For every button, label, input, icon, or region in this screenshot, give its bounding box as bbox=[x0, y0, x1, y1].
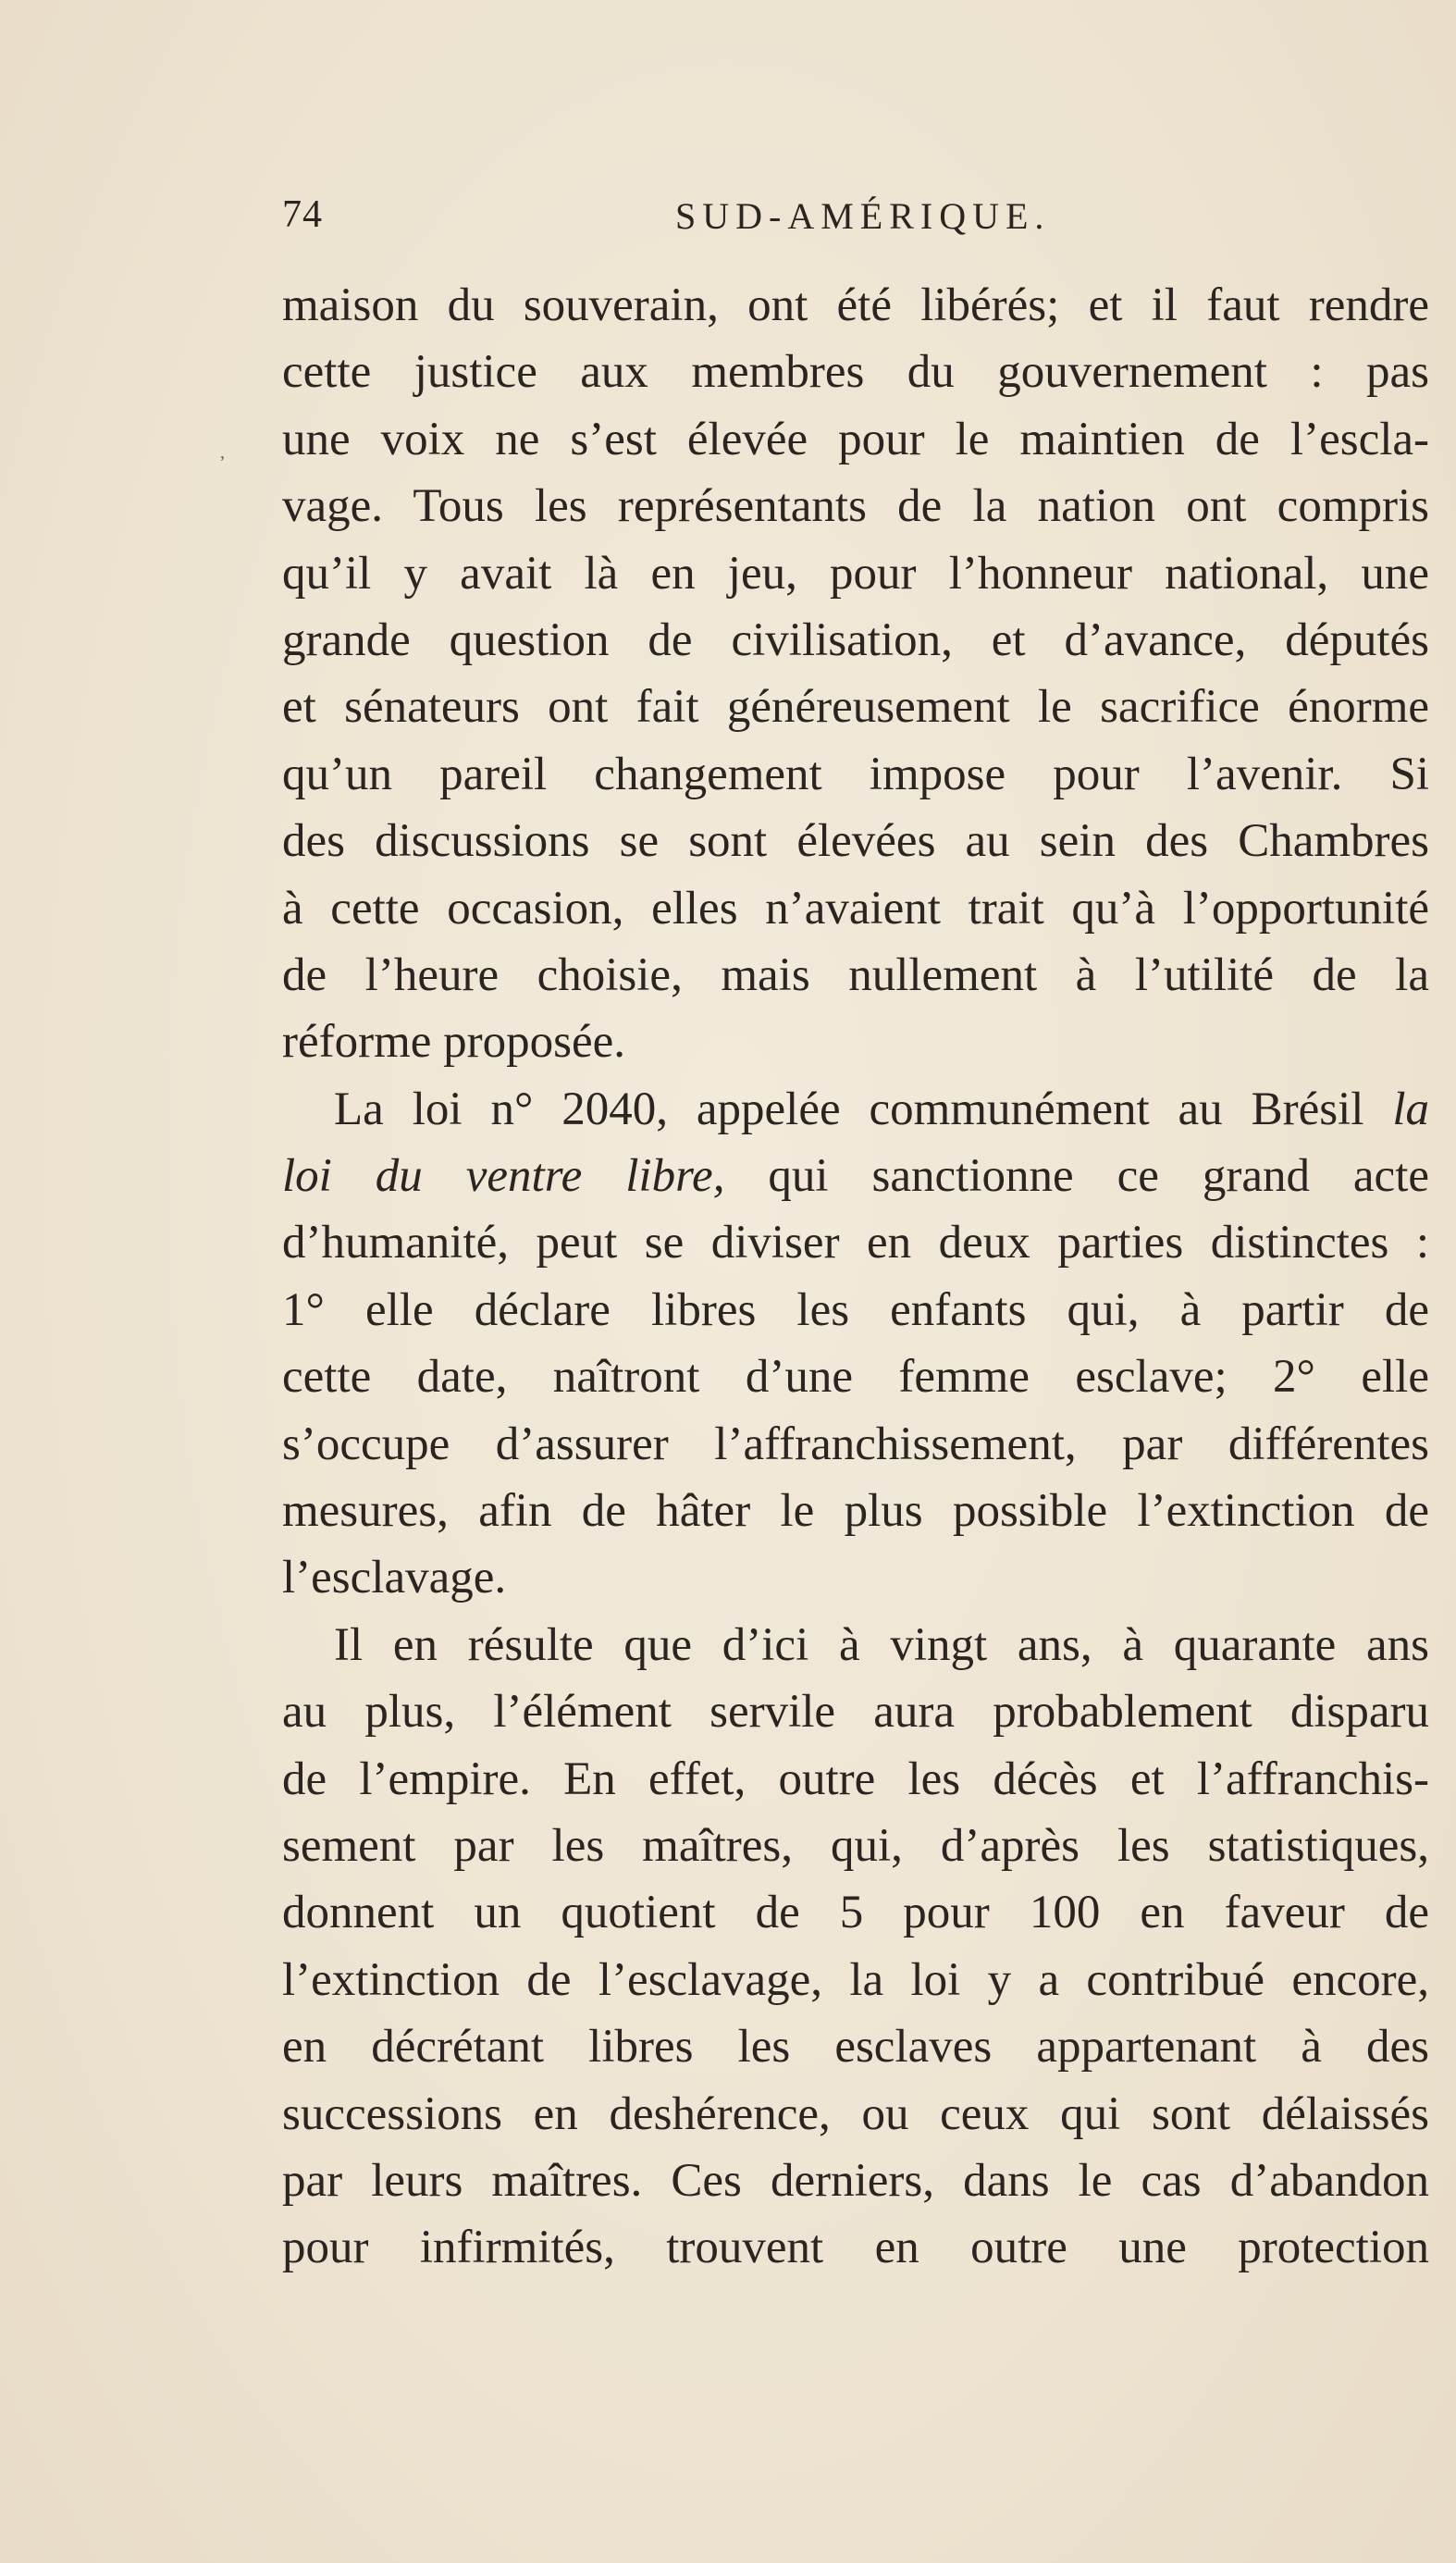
text-line: cette date, naîtront d’une femme esclave; 2° elle bbox=[282, 1351, 1429, 1404]
text-line: grande question de civilisation, et d’avance, députés bbox=[282, 613, 1429, 666]
italic-text: la bbox=[1392, 1083, 1429, 1135]
text-line: l’esclavage. bbox=[282, 1552, 507, 1604]
text-line: pour infirmités, trouvent en outre une protection bbox=[282, 2222, 1429, 2274]
text-line: cette justice aux membres du gouvernement : pas bbox=[282, 346, 1429, 399]
italic-text: loi du ventre libre, bbox=[282, 1150, 725, 1203]
text-line: de l’empire. En effet, outre les décès et l’affranchis- bbox=[282, 1752, 1429, 1805]
text-line: et sénateurs ont fait généreusement le sacrifice énorme bbox=[282, 681, 1429, 734]
text-line: Il en résulte que d’ici à vingt ans, à quarante ans bbox=[334, 1618, 1429, 1671]
text-line: donnent un quotient de 5 pour 100 en faveur de bbox=[282, 1887, 1429, 1939]
text-line: par leurs maîtres. Ces derniers, dans le cas d’abandon bbox=[282, 2154, 1429, 2207]
text-line: s’occupe d’assurer l’affranchissement, par différentes bbox=[282, 1418, 1429, 1470]
text-line: au plus, l’élément servile aura probablement disparu bbox=[282, 1686, 1429, 1739]
text-line: en décrétant libres les esclaves appartenant à des bbox=[282, 2021, 1429, 2074]
text-line: qu’un pareil changement impose pour l’avenir. Si bbox=[282, 748, 1429, 800]
text-line: 1° elle déclare libres les enfants qui, à partir de bbox=[282, 1283, 1429, 1336]
text-segment: qui sanctionne ce grand acte bbox=[724, 1150, 1430, 1203]
text-line: des discussions se sont élevées au sein des Chambres bbox=[282, 815, 1429, 868]
page-header bbox=[282, 192, 1429, 244]
text-line: sement par les maîtres, qui, d’après les statistiques, bbox=[282, 1819, 1429, 1872]
text-line: qu’il y avait là en jeu, pour l’honneur national, une bbox=[282, 547, 1429, 600]
text-line: à cette occasion, elles n’avaient trait qu’à l’opportunité bbox=[282, 882, 1429, 935]
text-line: vage. Tous les représentants de la nation ont compris bbox=[282, 480, 1429, 533]
text-line: maison du souverain, ont été libérés; et il faut rendre bbox=[282, 279, 1429, 331]
text-line: mesures, afin de hâter le plus possible l’extinction de bbox=[282, 1485, 1429, 1538]
text-line: d’humanité, peut se diviser en deux parties distinctes : bbox=[282, 1217, 1429, 1269]
text-line bbox=[282, 1143, 1429, 1209]
body-text bbox=[282, 272, 1429, 2282]
page-number: 74 bbox=[282, 193, 323, 236]
running-title: SUD-AMÉRIQUE. bbox=[675, 195, 1051, 237]
text-line: réforme proposée. bbox=[282, 1016, 625, 1069]
text-segment: La loi n° 2040, appelée communément au Brésil bbox=[334, 1083, 1393, 1135]
text-line bbox=[282, 1076, 1429, 1143]
text-line: successions en deshérence, ou ceux qui sont délaissés bbox=[282, 2087, 1429, 2140]
margin-mark: , bbox=[220, 442, 225, 463]
text-line: une voix ne s’est élevée pour le maintien de l’escla- bbox=[282, 413, 1429, 465]
text-line: de l’heure choisie, mais nullement à l’utilité de la bbox=[282, 948, 1429, 1001]
text-line: l’extinction de l’esclavage, la loi y a contribué encore, bbox=[282, 1953, 1429, 2006]
